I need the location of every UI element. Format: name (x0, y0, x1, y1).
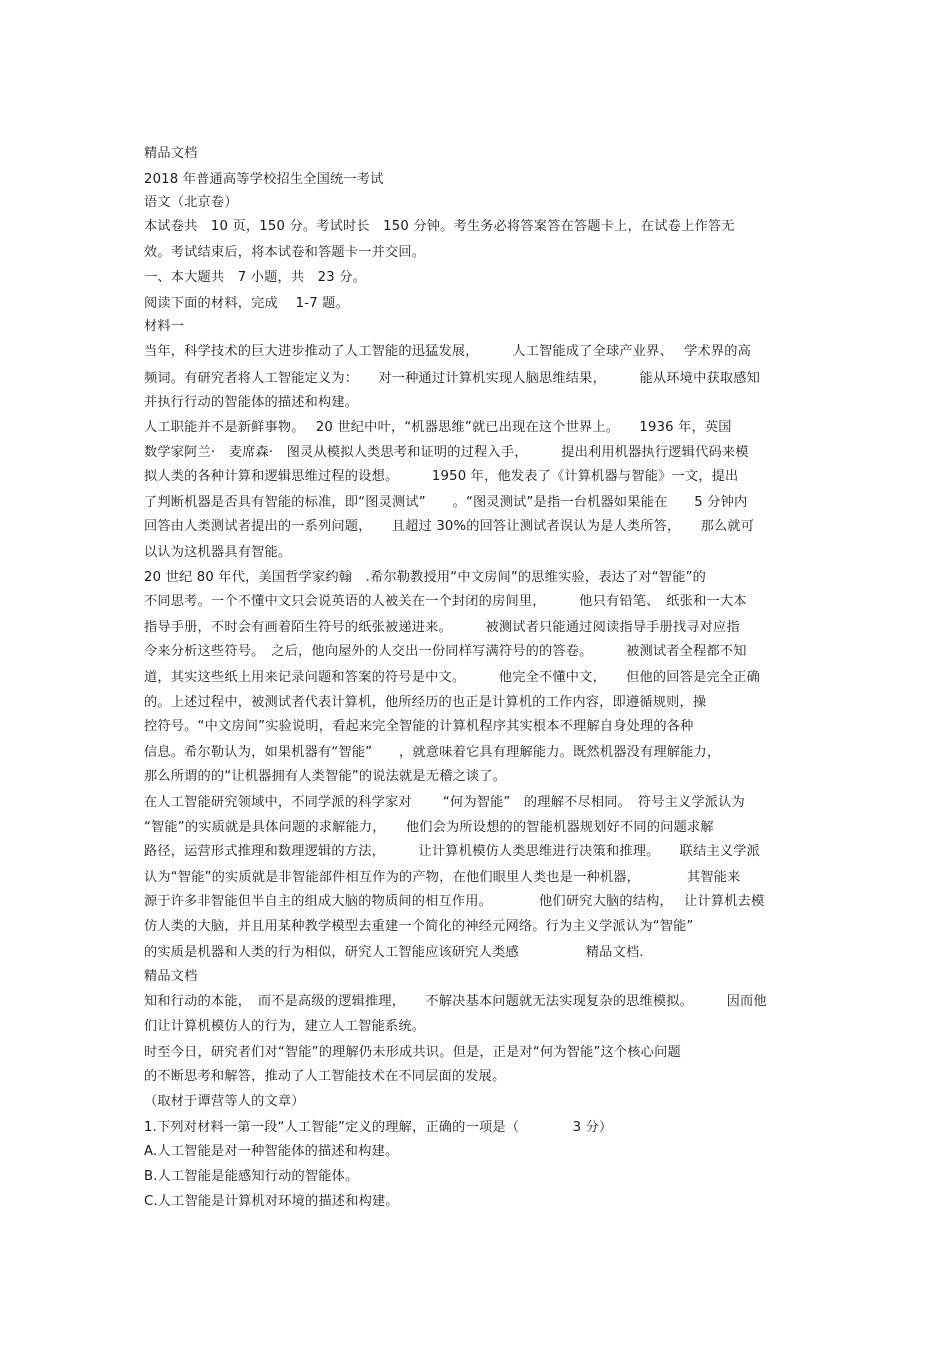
text-line: 控符号。“中文房间”实验说明，看起来完全智能的计算机程序其实根本不理解自身处理的各种 (144, 719, 694, 734)
text-line: 人工职能并不是新鲜事物。 20 世纪中叶，“机器思维”就已出现在这个世界上。 1936 年，英国 (144, 420, 732, 435)
text-line: 指导手册，不时会有画着陌生符号的纸张被递进来。 被测试者只能通过阅读指导手册找寻对应指 (144, 620, 740, 635)
text-line: 认为“智能”的实质就是非智能部件相互作为的产物，在他们眼里人类也是一种机器， 其智能来 (144, 870, 741, 885)
text-line: 的不断思考和解答，推动了人工智能技术在不同层面的发展。 (144, 1069, 506, 1084)
option-c: C.人工智能是计算机对环境的描述和构建。 (144, 1194, 399, 1209)
text-line: 源于许多非智能但半自主的组成大脑的物质间的相互作用。 他们研究大脑的结构， 让计算机去模 (144, 894, 765, 909)
text-line: 仿人类的大脑，并且用某种教学模型去重建一个简化的神经元网络。行为主义学派认为“智能” (144, 919, 694, 934)
option-a: A.人工智能是对一种智能体的描述和构建。 (144, 1144, 399, 1159)
text-line: 信息。希尔勒认为，如果机器有“智能” ，就意味着它具有理解能力。既然机器没有理解能力， (144, 745, 721, 760)
text-line: 并执行行动的智能体的描述和构建。 (144, 395, 359, 410)
material-heading: 材料一 (144, 319, 185, 334)
option-b: B.人工智能是能感知行动的智能体。 (144, 1169, 359, 1184)
page-header: 精品文档 (144, 146, 198, 161)
text-line: 效。考试结束后，将本试卷和答题卡一并交回。 (144, 245, 426, 260)
section-heading: 一、本大题共 7 小题，共 23 分。 (144, 270, 366, 285)
page-header-repeat: 精品文档 (144, 969, 198, 984)
text-line: 的。上述过程中，被测试者代表计算机，他所经历的也正是计算机的工作内容，即遵循规则，操 (144, 695, 707, 710)
text-line: 令来分析这些符号。 之后，他向屋外的人交出一份同样写满符号的的答卷。 被测试者全程都不知 (144, 644, 747, 659)
text-line: 不同思考。一个不懂中文只会说英语的人被关在一个封闭的房间里， 他只有铅笔、 纸张和一大本 (144, 594, 747, 609)
text-line: 数学家阿兰· 麦席森· 图灵从模拟人类思考和证明的过程入手， 提出利用机器执行逻辑代码来模 (144, 445, 749, 460)
source-note: （取材于谭营等人的文章） (144, 1094, 305, 1109)
text-line: 们让计算机模仿人的行为，建立人工智能系统。 (144, 1019, 426, 1034)
exam-title: 2018 年普通高等学校招生全国统一考试 (144, 172, 384, 187)
question-1: 1.下列对材料一第一段“人工智能”定义的理解，正确的一项是（ 3 分） (144, 1120, 613, 1135)
text-line: 知和行动的本能， 而不是高级的逻辑推理， 不解决基本问题就无法实现复杂的思维模拟。 因而他 (144, 994, 767, 1009)
text-line: 以认为这机器具有智能。 (144, 545, 292, 560)
text-line: 频词。有研究者将人工智能定义为： 对一种通过计算机实现人脑思维结果， 能从环境中获取感知 (144, 371, 761, 386)
text-line: 的实质是机器和人类的行为相似，研究人工智能应该研究人类感 精品文档. (144, 945, 644, 960)
text-line: 回答由人类测试者提出的一系列问题， 且超过 30%的回答让测试者误认为是人类所答， 那么就可 (144, 519, 755, 534)
text-line: “智能”的实质就是具体问题的求解能力， 他们会为所设想的的智能机器规划好不同的问题求解 (144, 820, 714, 835)
text-line: 了判断机器是否具有智能的标准，即“图灵测试” 。“图灵测试”是指一台机器如果能在 5 分钟内 (144, 495, 748, 510)
text-line: 当年，科学技术的巨大进步推动了人工智能的迅猛发展， 人工智能成了全球产业界、 学术界的高 (144, 344, 752, 359)
text-line: 路径，运营形式推理和数理逻辑的方法， 让计算机模仿人类思维进行决策和推理。 联结主义学派 (144, 844, 761, 859)
text-line: 20 世纪 80 年代，美国哲学家约翰 .希尔勒教授用“中文房间”的思维实验，表达了对“智能”的 (144, 570, 707, 585)
text-line: 本试卷共 10 页，150 分。考试时长 150 分钟。考生务必将答案答在答题卡上，在试卷上作答无 (144, 219, 735, 234)
text-line: 那么所谓的的“让机器拥有人类智能”的说法就是无稽之谈了。 (144, 769, 507, 784)
exam-subtitle: 语文（北京卷） (144, 195, 238, 210)
text-line: 阅读下面的材料，完成 1-7 题。 (144, 296, 349, 311)
text-line: 拟人类的各种计算和逻辑思维过程的设想。 1950 年，他发表了《计算机器与智能》一文，提出 (144, 469, 739, 484)
text-line: 道，其实这些纸上用来记录问题和答案的符号是中文。 他完全不懂中文， 但他的回答是完全正确 (144, 670, 761, 685)
text-line: 时至今日，研究者们对“智能”的理解仍未形成共识。但是，正是对“何为智能”这个核心问题 (144, 1045, 681, 1060)
text-line: 在人工智能研究领域中，不同学派的科学家对 “何为智能” 的理解不尽相同。 符号主义学派认为 (144, 795, 745, 810)
